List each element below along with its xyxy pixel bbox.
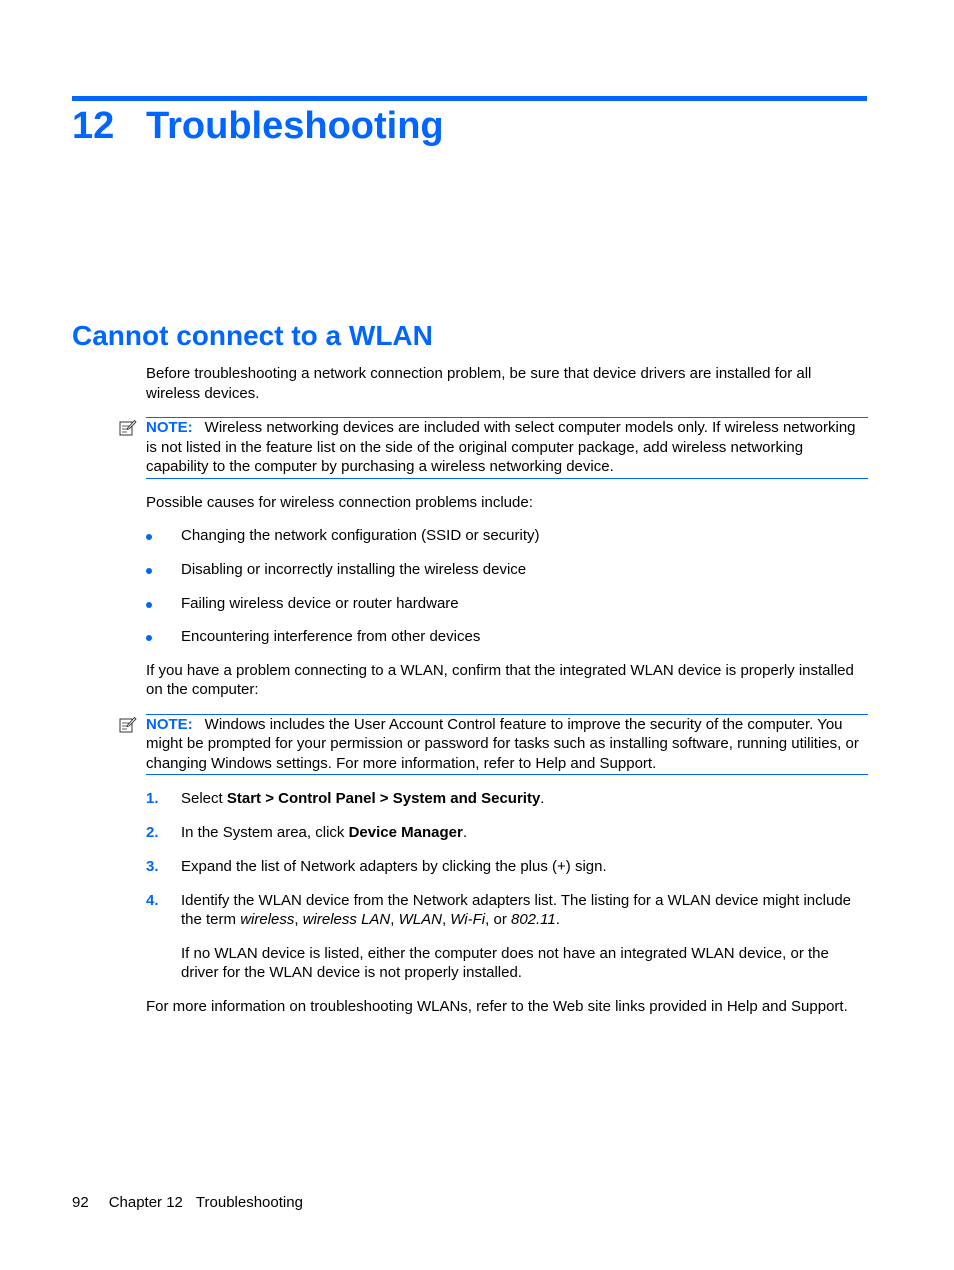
step-item [146, 891, 868, 983]
note-pencil-icon [119, 716, 137, 734]
term-italic: wireless LAN [302, 911, 391, 929]
step-item [146, 823, 868, 843]
note-label: NOTE: [146, 715, 193, 733]
bullet-dot-icon [146, 602, 152, 608]
step-text: . [540, 790, 545, 808]
step-number: 4. [146, 891, 159, 909]
note-text: Wireless networking devices are included with select computer models only. If wireless networking is not listed in the feature list on the side of the original computer package, add wireless networking capability to the computer by purchasing a wireless networking device. [146, 419, 856, 475]
step-subparagraph: If no WLAN device is listed, either the computer does not have an integrated WLAN device, or the driver for the WLAN device is not properly installed. [181, 944, 829, 982]
step-number: 2. [146, 824, 159, 842]
step-bold-text: Device Manager [348, 824, 463, 842]
chapter-number: 12 [72, 105, 115, 147]
step-text-part: , [390, 911, 399, 929]
step-text: Expand the list of Network adapters by clicking the plus (+) sign. [181, 857, 607, 875]
list-item [146, 526, 868, 546]
list-item-text: Encountering interference from other devices [181, 628, 481, 646]
step-text-part: , [294, 911, 303, 929]
footer-chapter: Chapter 12 [108, 1194, 183, 1211]
step-text: Select [181, 790, 227, 808]
section-title: Cannot connect to a WLAN [72, 320, 433, 351]
step-text: In the System area, click [181, 824, 349, 842]
note-box-1 [146, 417, 868, 479]
confirm-paragraph: If you have a problem connecting to a WLAN, confirm that the integrated WLAN device is properly installed on the computer: [146, 661, 854, 699]
footer-title: Troubleshooting [195, 1194, 303, 1211]
list-item-text: Failing wireless device or router hardware [181, 594, 459, 612]
list-item-text: Changing the network configuration (SSID or security) [181, 527, 540, 544]
closing-paragraph: For more information on troubleshooting WLANs, refer to the Web site links provided in Help and Support. [146, 997, 848, 1015]
chapter-title-text: Troubleshooting [146, 105, 444, 147]
term-italic: wireless [240, 911, 295, 929]
bullet-dot-icon [146, 568, 152, 574]
note-text: Windows includes the User Account Control feature to improve the security of the computer. You might be prompted for your permission or password for tasks such as installing software, running utilities, or changing Windows settings. For more information, refer to Help and Support. [146, 715, 859, 772]
steps-list [146, 789, 868, 982]
term-italic: WLAN [398, 911, 442, 929]
page-footer [72, 1193, 303, 1212]
term-italic: Wi-Fi [450, 911, 486, 929]
causes-list [146, 526, 868, 647]
step-text-part: . [555, 911, 560, 929]
step-item [146, 789, 868, 809]
bullet-dot-icon [146, 635, 152, 641]
step-text-part: , [441, 911, 451, 929]
term-italic: 802.11 [510, 911, 556, 929]
intro-paragraph: Before troubleshooting a network connection problem, be sure that device drivers are installed for all wireless devices. [146, 365, 812, 402]
list-item [146, 627, 868, 647]
list-item [146, 560, 868, 580]
bullet-dot-icon [146, 534, 152, 540]
causes-intro: Possible causes for wireless connection problems include: [146, 493, 533, 511]
list-item [146, 594, 868, 614]
step-text: . [462, 824, 467, 842]
note-pencil-icon [119, 419, 137, 437]
step-bold-text: Start > Control Panel > System and Security [226, 790, 541, 808]
page-number: 92 [72, 1194, 89, 1211]
note-box-2 [146, 714, 868, 776]
note-label: NOTE: [146, 419, 193, 436]
step-text [181, 891, 868, 930]
list-item-text: Disabling or incorrectly installing the wireless device [181, 560, 527, 578]
step-number: 1. [146, 790, 159, 808]
chapter-title [72, 101, 444, 151]
step-text-part: , or [485, 911, 511, 929]
section-body [146, 364, 868, 1016]
step-text-part: Identify the WLAN device from the Network adapters list. The listing for a WLAN device might include the term [181, 891, 852, 929]
step-item [146, 857, 868, 877]
step-number: 3. [146, 857, 159, 875]
